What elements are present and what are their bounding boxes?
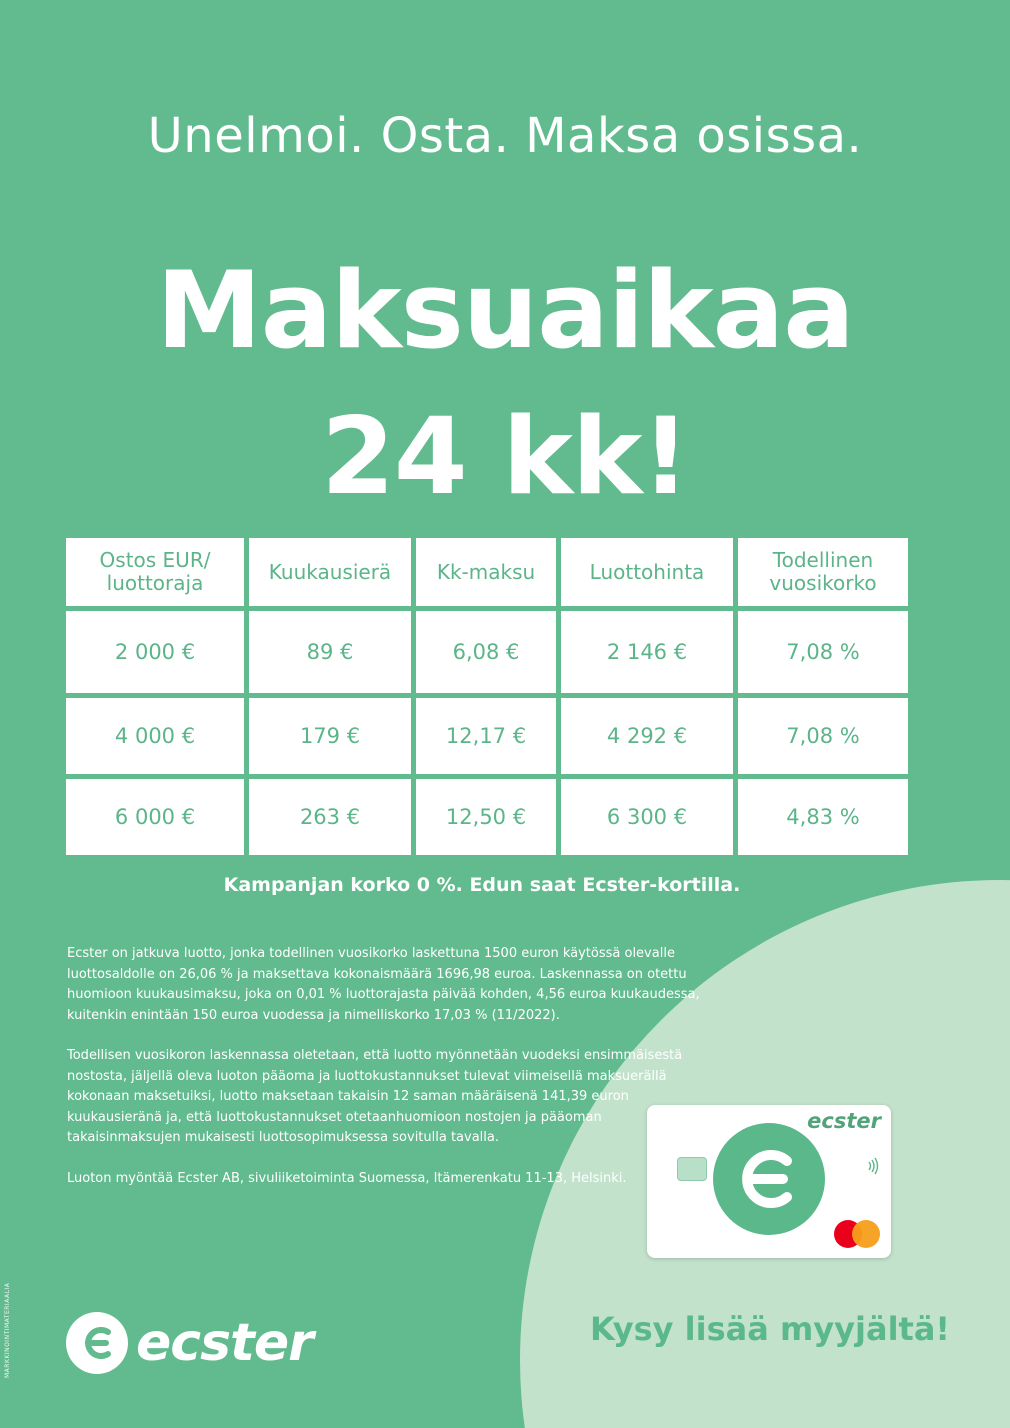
fine-print xyxy=(67,944,707,1209)
contactless-icon xyxy=(867,1157,881,1175)
table-cell: 2 146 € xyxy=(561,611,733,693)
fine-print-paragraph-1: Ecster on jatkuva luotto, jonka todellinen vuosikorko laskettuna 1500 euron käytössä olevalle luottosaldolle on 26,06 % ja maksettava kokonaismäärä 1696,98 euroa. Laskennassa on otettu huomioon kuukausimaksu, joka on 0,01 % luottorajasta päivää kohden, 4,56 euroa kuukaudessa, kuitenkin enintään 150 euroa vuodessa ja nimelliskorko 17,03 % (11/2022). xyxy=(67,946,700,1023)
ask-seller-cta: Kysy lisää myyjältä! xyxy=(589,1310,951,1348)
fine-print-paragraph-2: Todellisen vuosikoron laskennassa oletetaan, että luotto myönnetään vuodeksi ensimmäisestä nostosta, jäljellä oleva luoton pääoma ja luottokustannukset tulevat viimeisellä maksuerällä kokonaan maksetuiksi, luotto maksetaan takaisin 12 saman määräisenä 141,39 euron kuukausieränä ja, että luottokustannukset otetaanhuomioon nostojen ja pääoman takaisinmaksujen mukaisesti luottosopimuksessa sovitulla tavalla. xyxy=(67,1048,683,1145)
card-brand: ecster xyxy=(807,1109,881,1133)
table-cell: 6 300 € xyxy=(561,779,733,855)
headline-line-1: Maksuaikaa xyxy=(156,249,854,372)
campaign-note: Kampanjan korko 0 %. Edun saat Ecster-kortilla. xyxy=(223,874,741,896)
table-header-credit-price: Luottohinta xyxy=(561,538,733,606)
table-cell: 7,08 % xyxy=(738,611,908,693)
table-header-monthly-installment: Kuukausierä xyxy=(249,538,411,606)
headline xyxy=(0,238,1010,530)
marketing-material-note: MARKKINOINTIMATERIAALIA xyxy=(4,1282,11,1378)
ecster-logo xyxy=(66,1312,313,1374)
table-cell: 4 000 € xyxy=(66,698,244,774)
table-cell: 12,50 € xyxy=(416,779,556,855)
table-header-monthly-fee: Kk-maksu xyxy=(416,538,556,606)
headline-line-2: 24 kk! xyxy=(321,395,689,518)
ecster-card xyxy=(647,1105,891,1258)
table-cell: 12,17 € xyxy=(416,698,556,774)
mastercard-icon xyxy=(830,1218,884,1250)
table-cell: 89 € xyxy=(249,611,411,693)
ecster-logo-icon xyxy=(66,1312,128,1374)
tagline: Unelmoi. Osta. Maksa osissa. xyxy=(147,108,863,164)
table-cell: 4,83 % xyxy=(738,779,908,855)
table-header-apr: Todellinen vuosikorko xyxy=(738,538,908,606)
table-cell: 6 000 € xyxy=(66,779,244,855)
chip-icon xyxy=(677,1157,707,1181)
fine-print-paragraph-3: Luoton myöntää Ecster AB, sivuliiketoiminta Suomessa, Itämerenkatu 11-13, Helsinki. xyxy=(67,1170,627,1186)
logo-wordmark: ecster xyxy=(136,1313,313,1373)
table-cell: 7,08 % xyxy=(738,698,908,774)
table-cell: 6,08 € xyxy=(416,611,556,693)
ecster-logo-icon xyxy=(713,1123,825,1235)
table-cell: 263 € xyxy=(249,779,411,855)
payment-table xyxy=(66,538,908,855)
table-header-purchase: Ostos EUR/ luottoraja xyxy=(66,538,244,606)
table-cell: 4 292 € xyxy=(561,698,733,774)
table-cell: 2 000 € xyxy=(66,611,244,693)
table-cell: 179 € xyxy=(249,698,411,774)
